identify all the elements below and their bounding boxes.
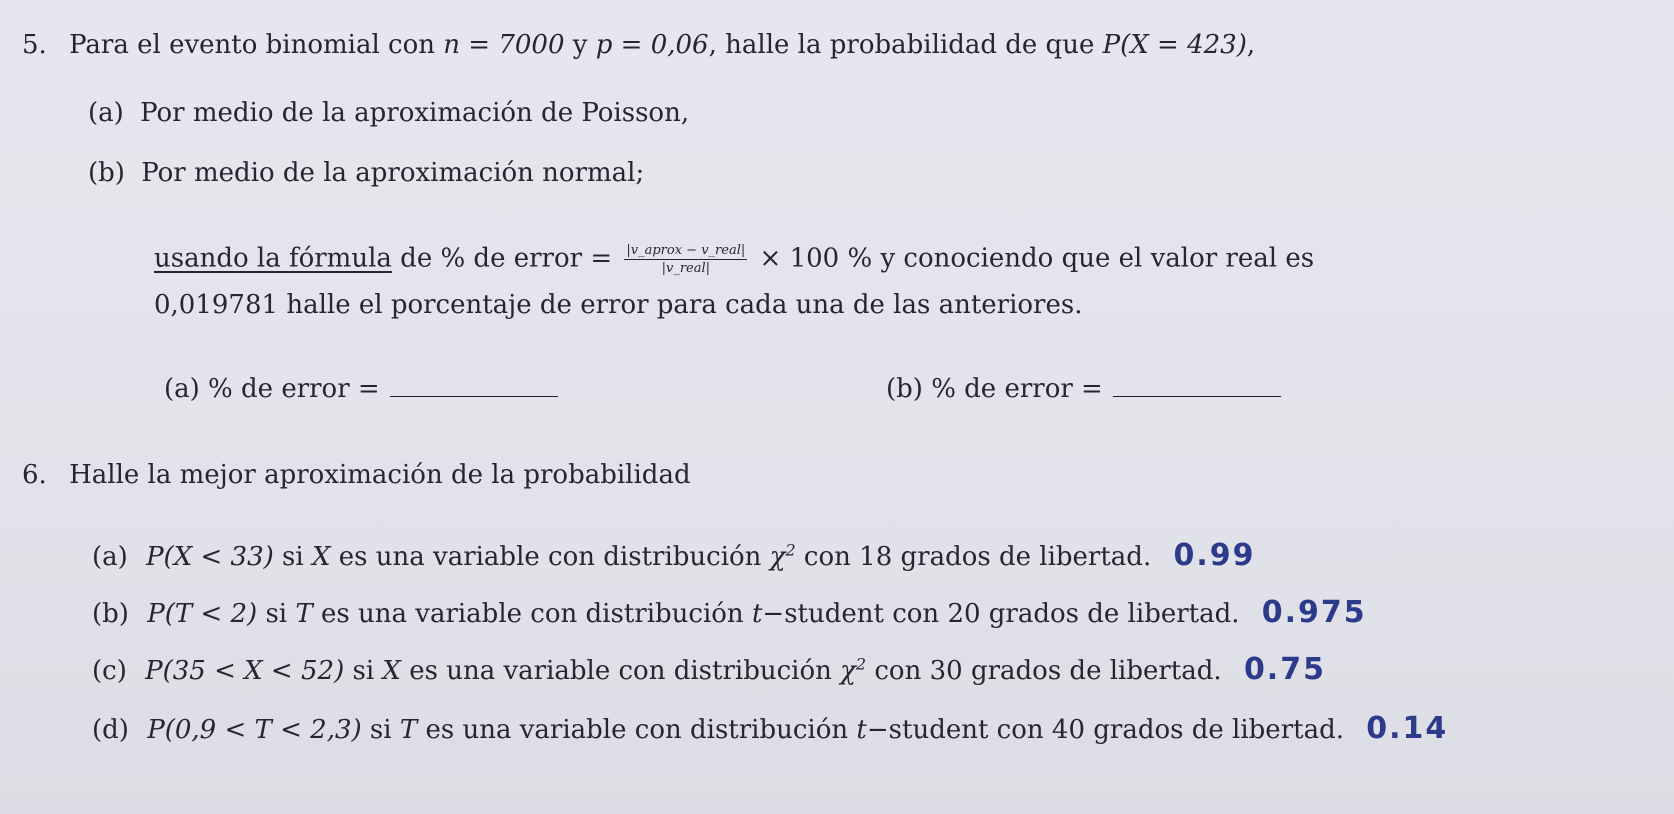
q6-c-desc-pre: es una variable con distribución bbox=[409, 656, 832, 686]
q5-formula-tail: y conociendo que el valor real es bbox=[880, 243, 1315, 274]
q6-b-si: si bbox=[265, 599, 288, 629]
q6-b-desc-post: −student con 20 grados de libertad. bbox=[762, 599, 1240, 629]
q6-d-desc-pre: es una variable con distribución bbox=[425, 715, 849, 745]
q6-a-desc-post: con 18 grados de libertad. bbox=[803, 542, 1152, 572]
q5-a-label: (a) bbox=[88, 98, 124, 128]
q6-b-desc-pre: es una variable con distribución bbox=[321, 599, 744, 629]
q6-d-handwritten-answer: 0.14 bbox=[1366, 711, 1449, 746]
fraction-numerator: |v_aprox − v_real| bbox=[626, 243, 746, 258]
q6-b-dist: t bbox=[751, 599, 763, 629]
q6-c-label: (c) bbox=[92, 656, 127, 686]
q5-formula-times: × 100 % bbox=[759, 243, 873, 274]
q6-c-dist: $\chi^2$ bbox=[840, 654, 867, 686]
q6-d-label: (d) bbox=[92, 715, 129, 745]
q5-formula-line bbox=[154, 243, 1314, 276]
q5-intro-mid: , halle la probabilidad de que bbox=[708, 30, 1095, 60]
q6-c-handwritten-answer: 0.75 bbox=[1243, 652, 1326, 687]
q5-intro-end: , bbox=[1246, 30, 1256, 60]
q6-a-desc-pre: es una variable con distribución bbox=[338, 542, 762, 572]
q5-p-expr: p = 0,06 bbox=[595, 30, 709, 60]
q6-title-line bbox=[22, 460, 691, 490]
q5-part-b bbox=[88, 158, 644, 188]
q6-item-d bbox=[92, 711, 1448, 746]
q5-number: 5. bbox=[22, 30, 47, 60]
q6-a-var: X bbox=[311, 542, 331, 572]
fraction-denominator: |v_real| bbox=[661, 261, 711, 276]
q5-answer-a bbox=[164, 372, 558, 404]
q6-d-var: T bbox=[399, 715, 418, 745]
q5-n-expr: n = 7000 bbox=[443, 30, 565, 60]
q5-ans-a-label: (a) % de error = bbox=[164, 374, 380, 404]
q5-formula-intro-rest: de % de error = bbox=[400, 243, 613, 274]
answer-blank-b[interactable] bbox=[1113, 372, 1281, 397]
q5-ans-b-label: (b) % de error = bbox=[886, 374, 1103, 404]
q6-d-prob: P(0,9 < T < 2,3) bbox=[147, 715, 362, 745]
q6-b-handwritten-answer: 0.975 bbox=[1261, 595, 1367, 630]
error-fraction bbox=[624, 243, 747, 276]
q5-intro-pre: Para el evento binomial con bbox=[69, 30, 436, 60]
q6-b-label: (b) bbox=[92, 599, 129, 629]
q5-a-text: Por medio de la aproximación de Poisson, bbox=[140, 98, 690, 128]
q6-a-dist: $\chi^2$ bbox=[769, 540, 796, 572]
q5-y: y bbox=[572, 30, 588, 60]
q6-number: 6. bbox=[22, 460, 47, 490]
q6-a-si: si bbox=[282, 542, 304, 572]
q6-c-si: si bbox=[352, 656, 375, 686]
q5-event: P(X = 423) bbox=[1102, 30, 1247, 60]
q6-b-prob: P(T < 2) bbox=[147, 599, 258, 629]
q5-part-a bbox=[88, 98, 689, 128]
q6-c-prob: P(35 < X < 52) bbox=[145, 656, 345, 686]
q6-d-si: si bbox=[369, 715, 392, 745]
q6-item-c bbox=[92, 652, 1326, 687]
q6-c-desc-post: con 30 grados de libertad. bbox=[874, 656, 1222, 686]
q6-d-desc-post: −student con 40 grados de libertad. bbox=[866, 715, 1344, 745]
q5-statement bbox=[22, 30, 1255, 60]
q6-title: Halle la mejor aproximación de la probabilidad bbox=[69, 460, 691, 490]
q6-c-var: X bbox=[382, 656, 401, 686]
q6-b-var: T bbox=[295, 599, 313, 629]
q6-d-dist: t bbox=[856, 715, 867, 745]
q5-b-label: (b) bbox=[88, 158, 125, 188]
q6-item-b bbox=[92, 595, 1367, 630]
q5-line2: 0,019781 halle el porcentaje de error para cada una de las anteriores. bbox=[154, 290, 1083, 320]
answer-blank-a[interactable] bbox=[390, 372, 558, 397]
q6-a-prob: P(X < 33) bbox=[146, 542, 274, 572]
q5-formula-intro-underlined: usando la fórmula bbox=[154, 243, 392, 274]
q5-b-text: Por medio de la aproximación normal; bbox=[141, 158, 645, 188]
q6-a-handwritten-answer: 0.99 bbox=[1173, 538, 1256, 573]
q5-answer-b bbox=[886, 372, 1281, 404]
q6-item-a bbox=[92, 538, 1256, 573]
q6-a-label: (a) bbox=[92, 542, 128, 572]
